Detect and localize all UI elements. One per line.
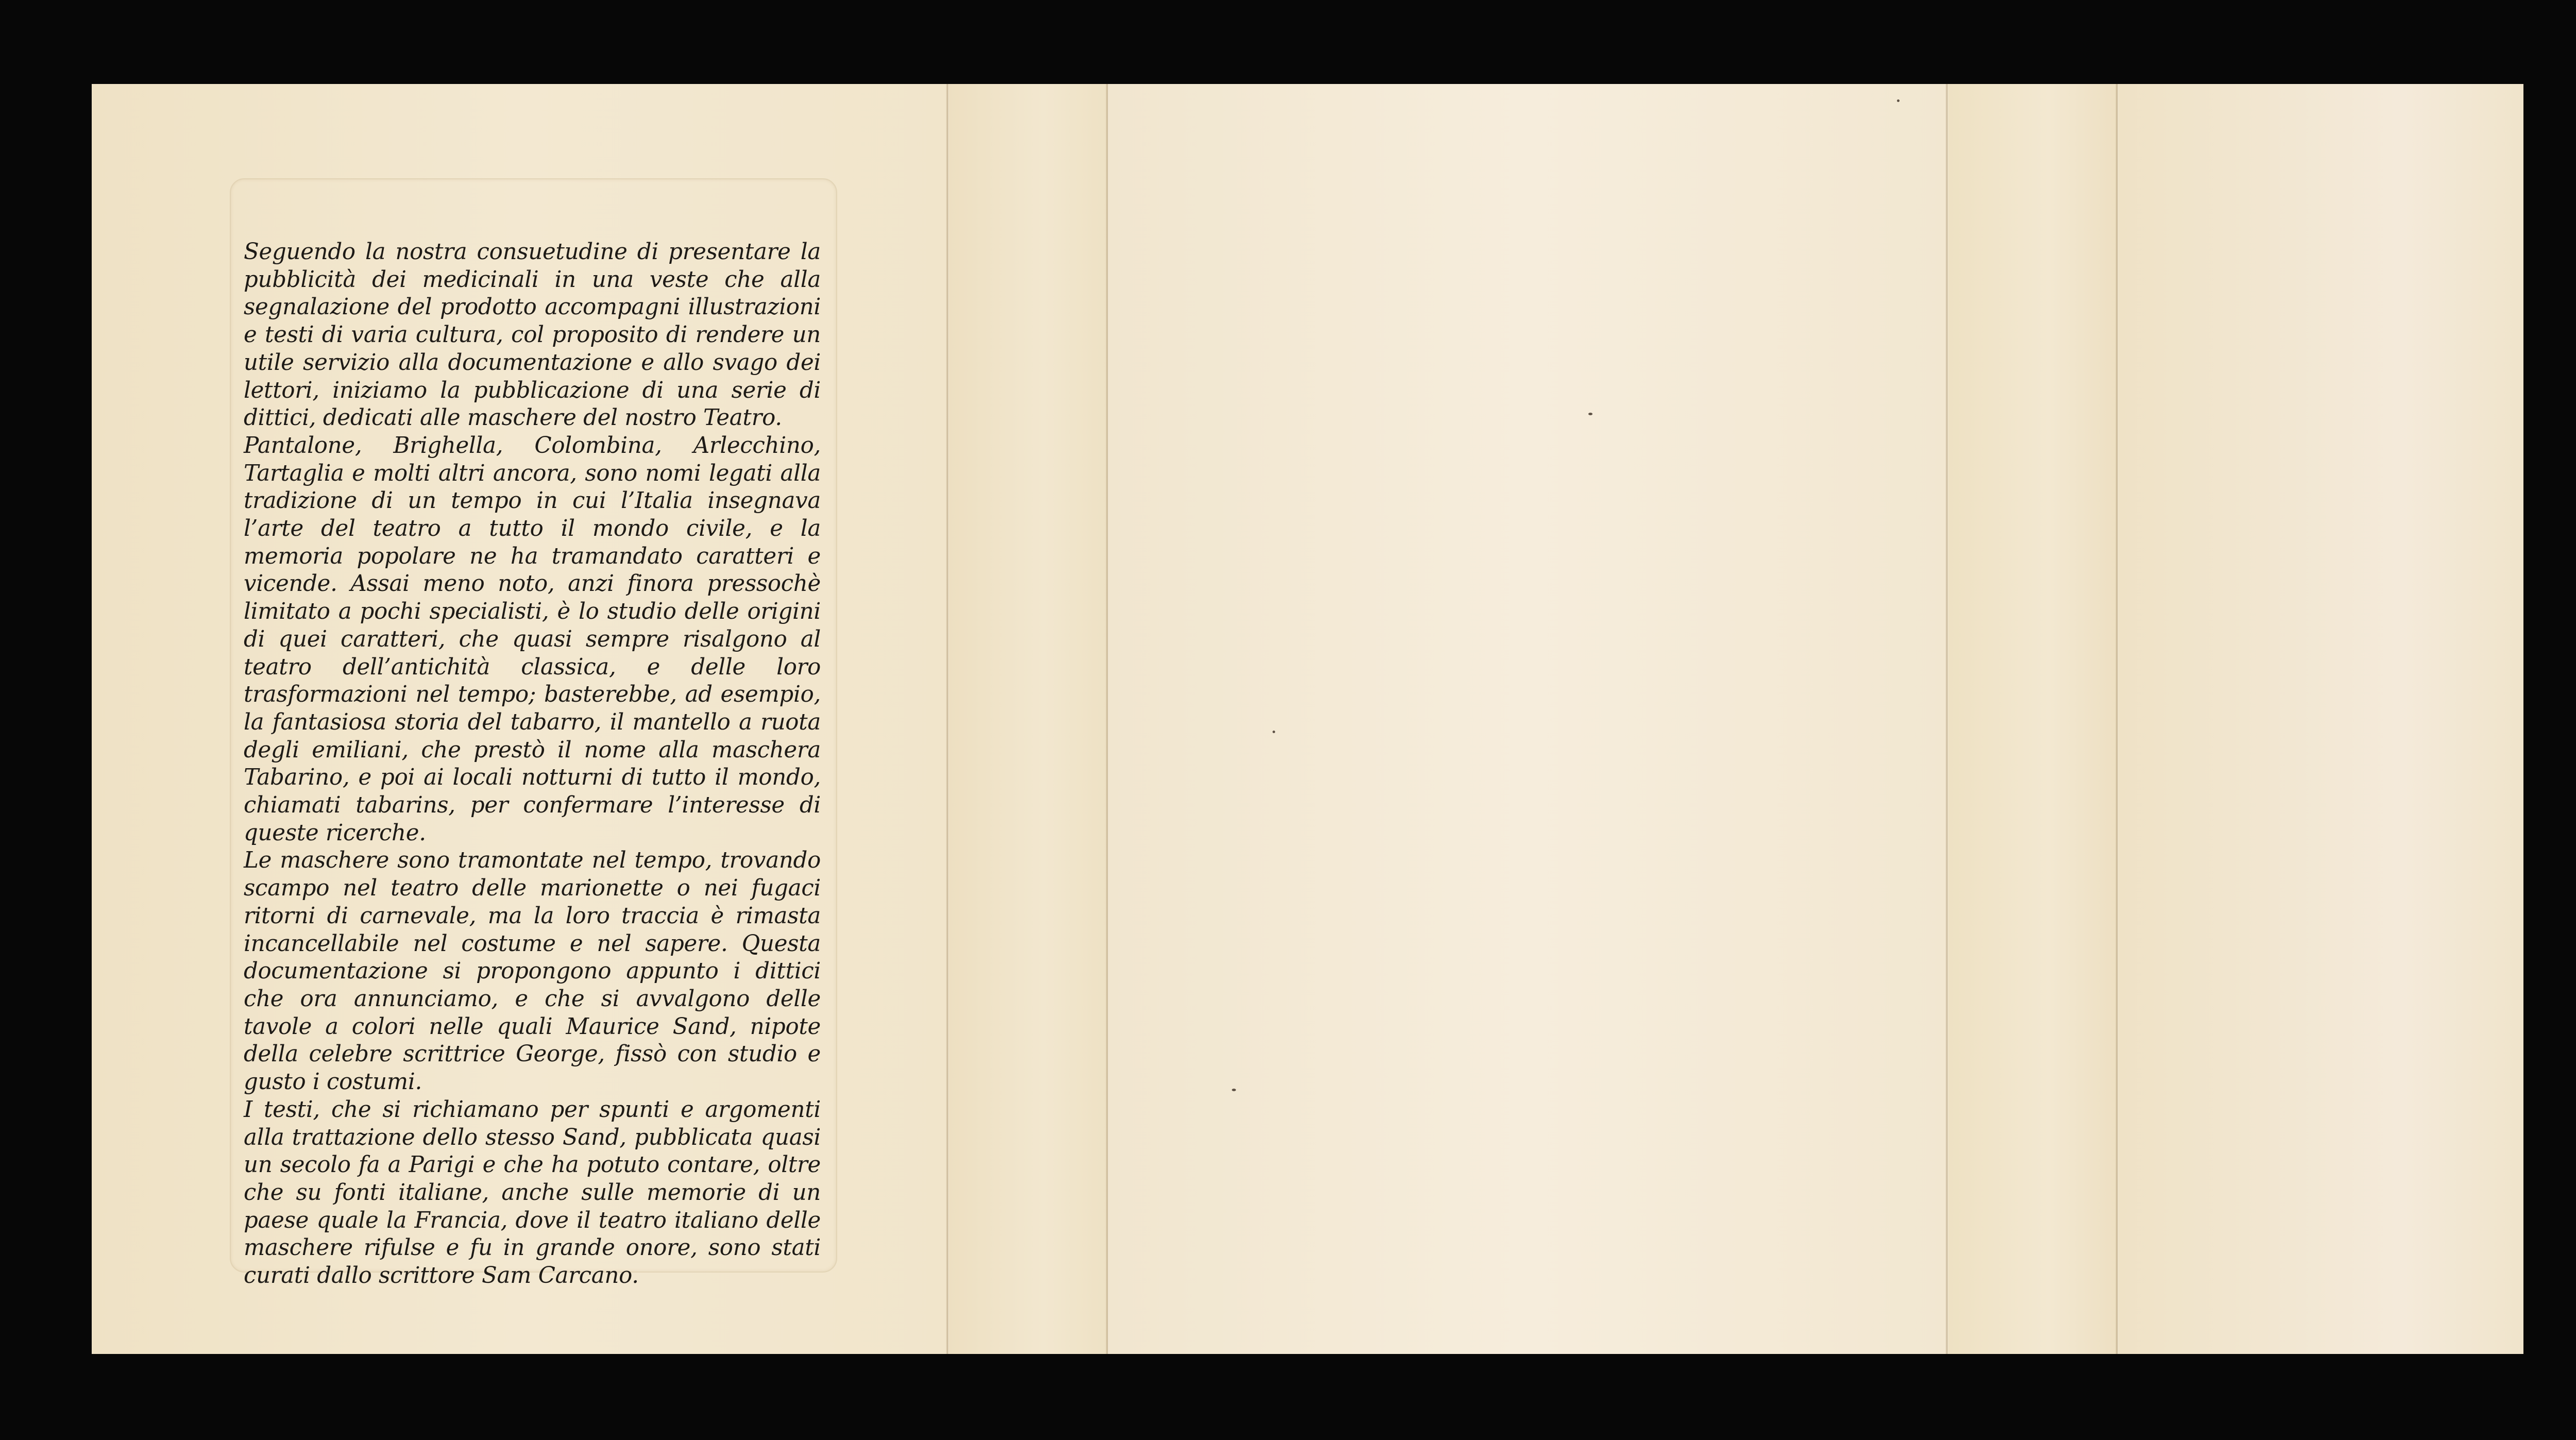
paragraph: Le maschere sono tramontate nel tempo, trovando scampo nel teatro delle marionette o nei fugaci ritorni di carnevale, ma la loro traccia è rimasta incancellabile nel costume e nel sapere. Questa documentazione si propongono appunto i dittici che ora annunciamo, e che si avvalgono delle tavole a colori nelle quali Maurice Sand, nipote della celebre scrittrice George, fissò con studio e gusto i costumi.	[244, 848, 821, 1095]
paper-speck	[1273, 731, 1275, 733]
paragraph: Pantalone, Brighella, Colombina, Arlecchino, Tartaglia e molti altri ancora, sono nomi legati alla tradizione di un tempo in cui l’Italia insegnava l’arte del teatro a tutto il mondo civile, e la memoria popolare ne ha tramandato caratteri e vicende. Assai meno noto, anzi finora pressochè limitato a pochi specialisti, è lo studio delle origini di quei caratteri, che quasi sempre risalgono al teatro dell’antichità classica, e delle loro trasformazioni nel tempo; basterebbe, ad esempio, la fantasiosa storia del tabarro, il mantello a ruota degli emiliani, che prestò il nome alla maschera Tabarino, e poi ai locali notturni di tutto il mondo, chiamati tabarins, per confermare l’interesse di queste ricerche.	[244, 432, 821, 846]
paper-speck	[1588, 413, 1592, 415]
fold-crease	[1106, 84, 1109, 1354]
paper-speck	[1897, 99, 1900, 102]
paper-speck	[1232, 1089, 1236, 1091]
fold-crease	[1945, 84, 1948, 1354]
inner-flap-left	[948, 84, 1108, 1354]
paragraph: I testi, che si richiamano per spunti e argomenti alla trattazione dello stesso Sand, pubblicata quasi un secolo fa a Parigi e che ha potuto contare, oltre che su fonti italiane, anche sulle memorie di un paese quale la Francia, dove il teatro italiano delle maschere rifulse e fu in grande onore, sono stati curati dallo scrittore Sam Carcano.	[244, 1096, 821, 1289]
folded-leaflet	[92, 84, 2523, 1354]
paragraph: Seguendo la nostra consuetudine di presentare la pubblicità dei medicinali in una veste che alla segnalazione del prodotto accompagni illustrazioni e testi di varia cultura, col proposito di rendere un utile servizio alla documentazione e allo svago dei lettori, iniziamo la pubblicazione di una serie di dittici, dedicati alle maschere del nostro Teatro.	[244, 239, 821, 431]
fold-crease	[2115, 84, 2119, 1354]
inner-flap-right	[1947, 84, 2117, 1354]
center-panel	[1108, 84, 1947, 1354]
right-panel	[2117, 84, 2523, 1354]
intro-text	[244, 239, 821, 1290]
fold-crease	[946, 84, 949, 1354]
